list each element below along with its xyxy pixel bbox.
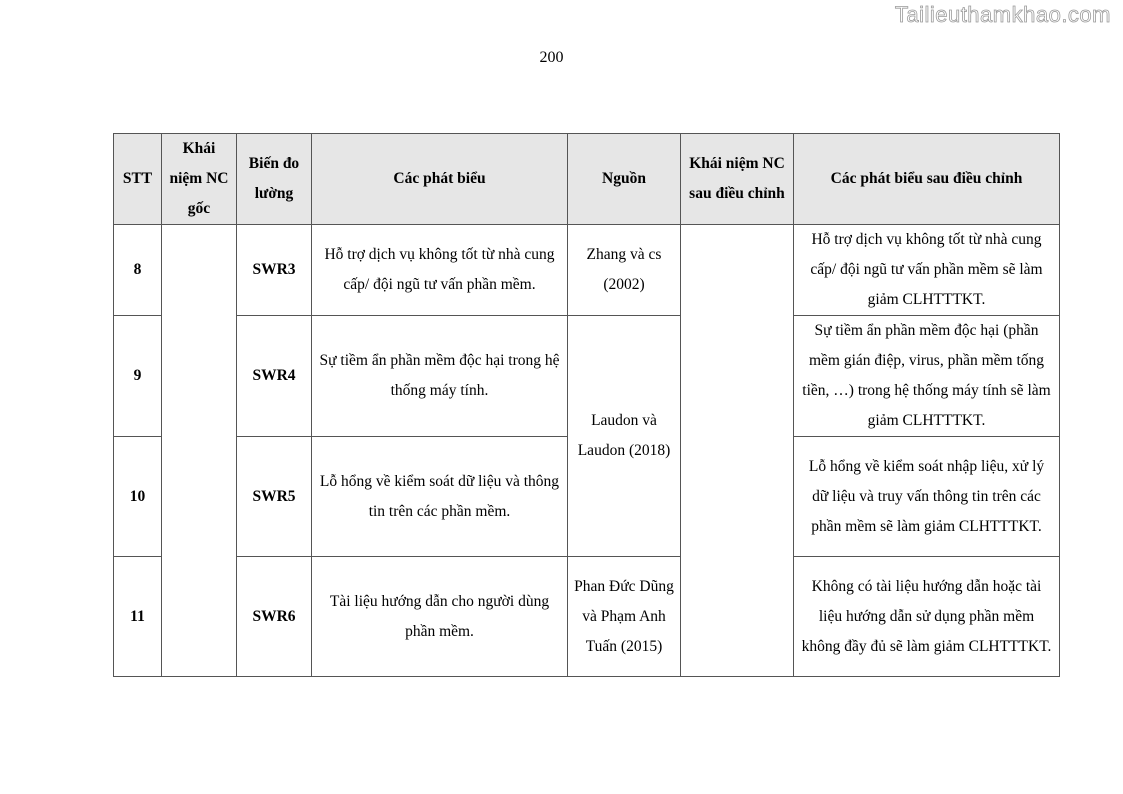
header-stt: STT [114,134,162,225]
cell-adjusted-statement: Không có tài liệu hướng dẫn hoặc tài liệu hướng dẫn sử dụng phần mềm không đầy đủ sẽ làm giảm CLHTTTKT. [794,557,1060,677]
header-measurement-variable: Biến đo lường [237,134,312,225]
cell-variable: SWR4 [237,316,312,437]
cell-adjusted-concept-merged [681,225,794,677]
table-row [114,225,1060,316]
watermark: Tailieuthamkhao.com [894,2,1111,27]
cell-statement: Hỗ trợ dịch vụ không tốt từ nhà cung cấp/ đội ngũ tư vấn phần mềm. [312,225,568,316]
research-table [113,133,1060,677]
header-adjusted-concept: Khái niệm NC sau điều chỉnh [681,134,794,225]
cell-statement: Sự tiềm ẩn phần mềm độc hại trong hệ thống máy tính. [312,316,568,437]
cell-source: Zhang và cs (2002) [568,225,681,316]
cell-stt: 11 [114,557,162,677]
cell-variable: SWR3 [237,225,312,316]
cell-adjusted-statement: Lỗ hổng về kiểm soát nhập liệu, xử lý dữ liệu và truy vấn thông tin trên các phần mềm sẽ làm giảm CLHTTTKT. [794,437,1060,557]
table-row [114,316,1060,437]
cell-source: Phan Đức Dũng và Phạm Anh Tuấn (2015) [568,557,681,677]
cell-variable: SWR6 [237,557,312,677]
header-adjusted-statements: Các phát biểu sau điều chỉnh [794,134,1060,225]
cell-adjusted-statement: Sự tiềm ẩn phần mềm độc hại (phần mềm gián điệp, virus, phần mềm tống tiền, …) trong hệ thống máy tính sẽ làm giảm CLHTTTKT. [794,316,1060,437]
header-statements: Các phát biểu [312,134,568,225]
header-source: Nguồn [568,134,681,225]
cell-stt: 9 [114,316,162,437]
cell-source-merged: Laudon và Laudon (2018) [568,316,681,557]
cell-original-concept-merged [162,225,237,677]
header-original-concept: Khái niệm NC gốc [162,134,237,225]
cell-statement: Lỗ hổng về kiểm soát dữ liệu và thông tin trên các phần mềm. [312,437,568,557]
cell-stt: 10 [114,437,162,557]
header-row [114,134,1060,225]
page-number: 200 [539,49,564,66]
cell-stt: 8 [114,225,162,316]
table-row [114,557,1060,677]
cell-variable: SWR5 [237,437,312,557]
cell-statement: Tài liệu hướng dẫn cho người dùng phần mềm. [312,557,568,677]
cell-adjusted-statement: Hỗ trợ dịch vụ không tốt từ nhà cung cấp/ đội ngũ tư vấn phần mềm sẽ làm giảm CLHTTTKT. [794,225,1060,316]
